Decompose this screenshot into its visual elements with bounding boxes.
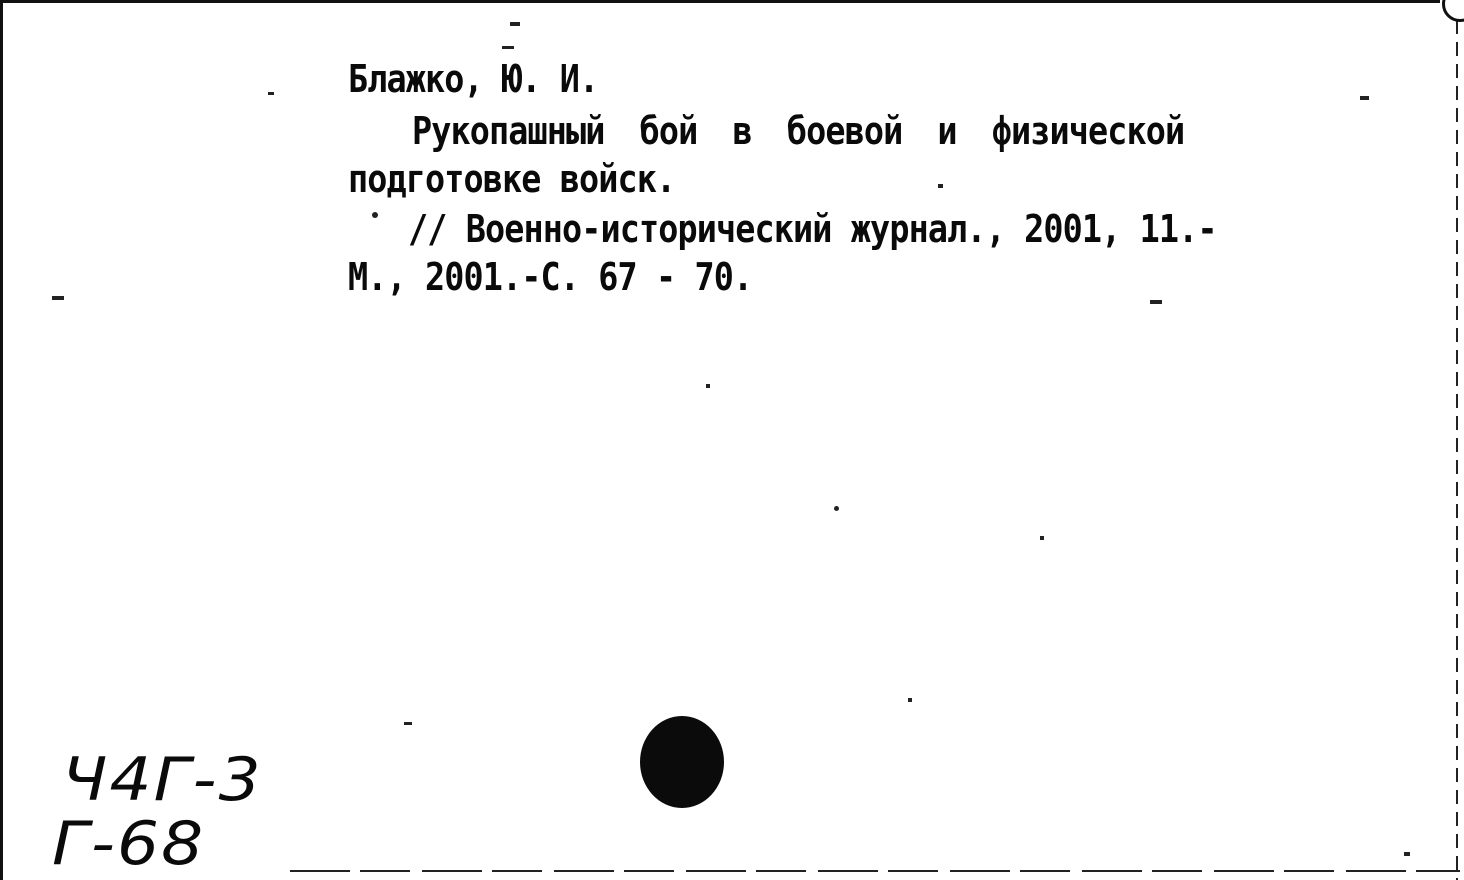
scan-speck xyxy=(706,384,710,388)
scan-speck xyxy=(908,698,912,702)
card-author: Блажко, Ю. И. xyxy=(348,57,599,101)
card-source-line-2: М., 2001.-С. 67 - 70. xyxy=(348,255,753,299)
card-border-right xyxy=(1456,20,1458,880)
scan-speck xyxy=(834,506,839,511)
card-border-bottom xyxy=(290,870,1460,872)
card-punch-hole xyxy=(640,716,724,808)
scan-speck xyxy=(1404,852,1410,856)
card-corner-mark xyxy=(1442,0,1464,22)
scan-speck xyxy=(1360,96,1369,100)
shelfmark-line-1: Ч4Г-3 xyxy=(62,745,263,815)
scan-speck xyxy=(268,92,274,95)
card-title-line-1: Рукопашный бой в боевой и физической xyxy=(412,109,1185,153)
scan-speck xyxy=(502,46,514,49)
card-border-left xyxy=(0,0,3,880)
card-title-line-2: подготовке войск. xyxy=(348,157,676,201)
scan-speck xyxy=(1150,300,1162,304)
card-border-top xyxy=(0,0,1440,3)
scan-speck xyxy=(938,184,943,188)
scan-speck xyxy=(510,22,520,26)
scan-speck xyxy=(1040,536,1044,540)
card-source-line-1: // Военно-исторический журнал., 2001, 11.- xyxy=(408,207,1217,251)
scan-speck xyxy=(404,722,412,725)
scan-speck xyxy=(52,296,64,300)
scan-speck xyxy=(372,212,378,218)
shelfmark-line-2: Г-68 xyxy=(52,809,206,879)
